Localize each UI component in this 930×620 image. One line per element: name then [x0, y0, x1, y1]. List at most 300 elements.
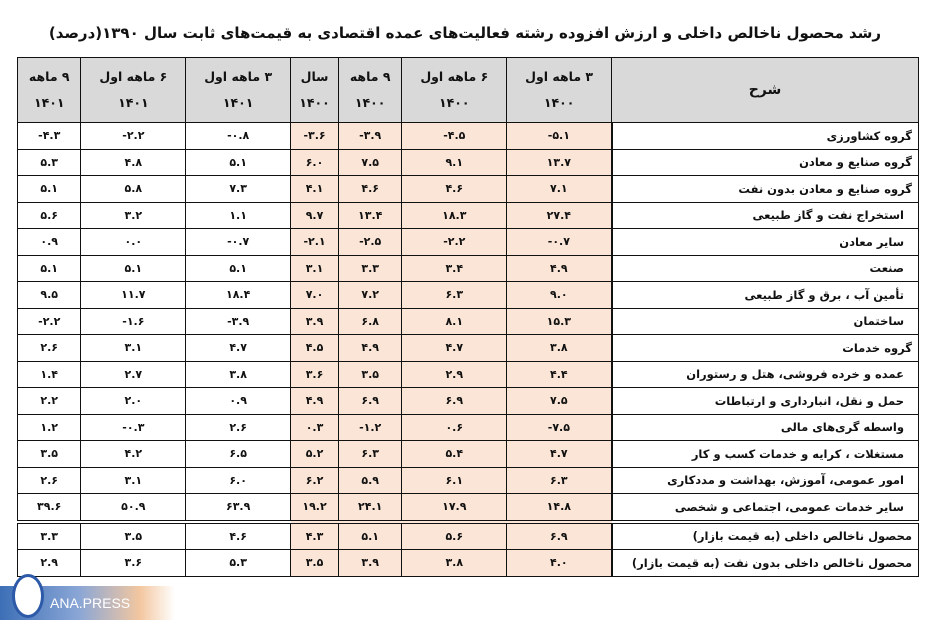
column-header-description: شرح	[612, 58, 919, 123]
cell-value: ۳.۵	[40, 447, 59, 461]
table-cell	[18, 308, 81, 335]
table-row	[18, 229, 919, 256]
row-label: واسطه گری‌های مالی	[612, 414, 919, 441]
cell-value: ۲.۶	[229, 420, 247, 434]
table-cell	[507, 467, 612, 494]
table-cell	[18, 550, 81, 577]
row-label: صنعت	[612, 255, 919, 282]
table-cell	[402, 441, 507, 468]
cell-value: ۳.۱	[124, 473, 143, 487]
table-row	[18, 361, 919, 388]
cell-value: ۱۴.۸	[546, 500, 571, 514]
table-cell	[186, 176, 291, 203]
table-cell	[18, 255, 81, 282]
cell-value: ۳۹.۶	[37, 500, 62, 514]
table-cell	[186, 123, 291, 150]
table-cell	[18, 494, 81, 522]
column-header	[81, 58, 186, 123]
cell-value: ۹.۰	[550, 288, 568, 302]
cell-value: ۵.۲	[305, 447, 324, 461]
row-label: محصول ناخالص داخلی (به قیمت بازار)	[612, 522, 919, 550]
table-cell	[186, 550, 291, 577]
cell-value: ۲.۲	[40, 394, 59, 408]
table-cell	[81, 522, 186, 550]
cell-value: ۴.۲	[124, 447, 143, 461]
table-cell	[339, 388, 402, 415]
cell-value: ۵.۶	[40, 208, 59, 222]
table-row	[18, 522, 919, 550]
table-row	[18, 282, 919, 309]
table-cell	[339, 255, 402, 282]
table-cell	[81, 282, 186, 309]
table-cell	[291, 522, 339, 550]
cell-value: ۴.۵	[305, 341, 324, 355]
table-cell	[402, 467, 507, 494]
cell-value: ۶.۹	[361, 394, 379, 408]
table-cell	[291, 467, 339, 494]
cell-value: ۴.۴	[550, 367, 568, 381]
table-cell	[18, 467, 81, 494]
table-cell	[507, 335, 612, 362]
table-cell	[507, 123, 612, 150]
table-cell	[339, 202, 402, 229]
cell-value: ۷.۲	[361, 288, 379, 302]
cell-value: ۶.۵	[229, 447, 247, 461]
cell-value: ۴.۹	[305, 394, 324, 408]
cell-value: -۰.۳	[122, 420, 145, 434]
table-cell	[186, 388, 291, 415]
table-cell	[339, 229, 402, 256]
table-cell	[186, 335, 291, 362]
column-header-year: ۱۴۰۱	[118, 95, 149, 110]
column-header-period: ۹ ماهه	[349, 69, 391, 84]
table-cell	[507, 388, 612, 415]
cell-value: ۳.۲	[124, 208, 143, 222]
table-cell	[81, 123, 186, 150]
row-label: مستغلات ، کرایه و خدمات کسب و کار	[612, 441, 919, 468]
table-cell	[507, 176, 612, 203]
cell-value: ۱۹.۲	[302, 500, 327, 514]
column-header	[18, 58, 81, 123]
cell-value: ۵.۱	[40, 261, 59, 275]
table-cell	[81, 149, 186, 176]
cell-value: ۳.۸	[229, 367, 247, 381]
table-row	[18, 414, 919, 441]
table-cell	[18, 149, 81, 176]
cell-value: ۷.۰	[305, 288, 324, 302]
cell-value: ۰.۰	[124, 235, 143, 249]
table-cell	[291, 550, 339, 577]
cell-value: ۴.۹	[361, 341, 379, 355]
table-cell	[291, 149, 339, 176]
cell-value: ۴.۶	[361, 182, 379, 196]
cell-value: ۱.۴	[40, 367, 59, 381]
cell-value: ۶.۲	[305, 473, 324, 487]
cell-value: ۱۳.۷	[546, 155, 571, 169]
row-label: امور عمومی، آموزش، بهداشت و مددکاری	[612, 467, 919, 494]
cell-value: ۰.۳	[305, 420, 324, 434]
cell-value: ۸.۱	[445, 314, 464, 328]
table-cell	[81, 176, 186, 203]
cell-value: -۴.۵	[443, 129, 466, 143]
table-cell	[339, 361, 402, 388]
cell-value: ۵.۴	[445, 447, 464, 461]
table-row	[18, 308, 919, 335]
table-cell	[339, 308, 402, 335]
cell-value: ۲.۶	[40, 341, 59, 355]
ana-logo-icon	[12, 574, 44, 618]
cell-value: ۴.۷	[445, 341, 464, 355]
cell-value: ۳.۹	[361, 556, 379, 570]
cell-value: -۲.۱	[303, 235, 326, 249]
cell-value: ۶.۸	[361, 314, 379, 328]
cell-value: ۷.۳	[229, 182, 247, 196]
row-label: ساختمان	[612, 308, 919, 335]
cell-value: ۵.۹	[361, 473, 379, 487]
table-cell	[81, 388, 186, 415]
table-row	[18, 149, 919, 176]
cell-value: ۴.۳	[305, 529, 324, 543]
cell-value: ۳.۶	[124, 556, 143, 570]
table-cell	[507, 202, 612, 229]
table-row	[18, 441, 919, 468]
gdp-growth-table	[17, 57, 919, 577]
column-header-period: ۳ ماهه اول	[204, 69, 273, 84]
table-cell	[339, 522, 402, 550]
cell-value: -۲.۵	[359, 235, 382, 249]
table-cell	[507, 255, 612, 282]
table-cell	[402, 522, 507, 550]
table-cell	[402, 335, 507, 362]
cell-value: ۶.۳	[445, 288, 464, 302]
cell-value: ۴.۷	[550, 447, 568, 461]
table-cell	[402, 149, 507, 176]
cell-value: ۵.۶	[445, 529, 464, 543]
table-row	[18, 467, 919, 494]
cell-value: ۴.۶	[229, 529, 247, 543]
table-cell	[18, 176, 81, 203]
cell-value: ۴.۱	[305, 182, 324, 196]
table-cell	[402, 255, 507, 282]
table-cell	[291, 308, 339, 335]
table-cell	[507, 494, 612, 522]
row-label: گروه صنایع و معادن بدون نفت	[612, 176, 919, 203]
cell-value: -۲.۲	[38, 314, 61, 328]
cell-value: ۳.۵	[305, 556, 324, 570]
cell-value: ۴.۹	[550, 261, 568, 275]
row-label: سایر خدمات عمومی، اجتماعی و شخصی	[612, 494, 919, 522]
cell-value: ۹.۷	[305, 208, 324, 222]
cell-value: -۴.۳	[38, 129, 61, 143]
column-header	[291, 58, 339, 123]
cell-value: ۱.۱	[229, 208, 247, 222]
column-header	[186, 58, 291, 123]
table-cell	[186, 522, 291, 550]
row-label: سایر معادن	[612, 229, 919, 256]
cell-value: ۶۳.۹	[225, 500, 251, 514]
table-row	[18, 202, 919, 229]
table-cell	[402, 282, 507, 309]
table-cell	[291, 123, 339, 150]
cell-value: -۲.۲	[122, 129, 145, 143]
table-cell	[402, 361, 507, 388]
table-cell	[81, 255, 186, 282]
table-cell	[291, 255, 339, 282]
cell-value: ۵۰.۹	[121, 500, 146, 514]
table-cell	[186, 282, 291, 309]
table-cell	[507, 441, 612, 468]
cell-value: -۱.۲	[359, 420, 382, 434]
column-header	[402, 58, 507, 123]
cell-value: ۷.۵	[361, 155, 379, 169]
row-label: عمده و خرده فروشی، هتل و رستوران	[612, 361, 919, 388]
cell-value: ۰.۹	[229, 394, 247, 408]
table-cell	[18, 414, 81, 441]
table-cell	[291, 202, 339, 229]
cell-value: ۲.۰	[124, 394, 143, 408]
table-row	[18, 335, 919, 362]
cell-value: -۰.۷	[547, 235, 570, 249]
header-row	[18, 58, 919, 123]
cell-value: ۶.۱	[445, 473, 464, 487]
table-cell	[339, 414, 402, 441]
cell-value: ۹.۱	[445, 155, 464, 169]
table-cell	[291, 494, 339, 522]
cell-value: ۰.۹	[40, 235, 59, 249]
table-cell	[186, 255, 291, 282]
cell-value: ۳.۱	[124, 341, 143, 355]
cell-value: ۱۸.۳	[442, 208, 467, 222]
table-cell	[186, 149, 291, 176]
watermark-text: ANA.PRESS	[50, 595, 131, 611]
table-cell	[81, 494, 186, 522]
column-header-year: ۱۴۰۰	[543, 95, 575, 110]
cell-value: ۳.۸	[550, 341, 568, 355]
table-cell	[186, 308, 291, 335]
cell-value: ۲۴.۱	[358, 500, 383, 514]
cell-value: ۵.۱	[40, 182, 59, 196]
table-cell	[81, 202, 186, 229]
column-header-period: ۹ ماهه	[28, 69, 70, 84]
column-header-period: ۶ ماهه اول	[420, 69, 489, 84]
cell-value: ۵.۳	[229, 556, 247, 570]
table-cell	[81, 361, 186, 388]
table-cell	[186, 441, 291, 468]
row-label: حمل و نقل، انبارداری و ارتباطات	[612, 388, 919, 415]
column-header	[507, 58, 612, 123]
cell-value: -۳.۶	[303, 129, 326, 143]
cell-value: ۳.۶	[305, 367, 324, 381]
column-header-period: سال	[300, 69, 329, 84]
cell-value: -۵.۱	[547, 129, 570, 143]
table-cell	[291, 335, 339, 362]
table-cell	[18, 522, 81, 550]
cell-value: ۶.۳	[550, 473, 568, 487]
table-cell	[186, 494, 291, 522]
cell-value: ۱۸.۴	[225, 288, 251, 302]
table-cell	[186, 202, 291, 229]
table-cell	[291, 361, 339, 388]
row-label: گروه خدمات	[612, 335, 919, 362]
row-label: تأمین آب ، برق و گاز طبیعی	[612, 282, 919, 309]
cell-value: ۳.۳	[361, 261, 379, 275]
table-row	[18, 255, 919, 282]
cell-value: ۴.۸	[124, 155, 143, 169]
table-row	[18, 123, 919, 150]
cell-value: ۳.۵	[124, 529, 143, 543]
table-cell	[507, 361, 612, 388]
table-title: رشد محصول ناخالص داخلی و ارزش افزوده رشته فعالیت‌های عمده اقتصادی به قیمت‌های ثابت سال ۱۳۹۰(درصد)	[48, 24, 882, 42]
table-cell	[186, 229, 291, 256]
table-body	[18, 123, 919, 577]
cell-value: ۱۱.۷	[121, 288, 146, 302]
table-cell	[507, 550, 612, 577]
row-label: استخراج نفت و گاز طبیعی	[612, 202, 919, 229]
table-cell	[18, 335, 81, 362]
table-cell	[402, 494, 507, 522]
cell-value: ۵.۱	[229, 155, 247, 169]
table-cell	[291, 388, 339, 415]
column-header-year: ۱۴۰۱	[33, 95, 65, 110]
table-cell	[81, 467, 186, 494]
table-cell	[291, 441, 339, 468]
table-cell	[402, 308, 507, 335]
cell-value: ۱۳.۴	[358, 208, 383, 222]
table-cell	[507, 522, 612, 550]
row-label: گروه کشاورزی	[612, 123, 919, 150]
table-cell	[507, 414, 612, 441]
table-cell	[339, 149, 402, 176]
table-cell	[507, 308, 612, 335]
table-cell	[186, 414, 291, 441]
table-cell	[507, 229, 612, 256]
column-header-year: ۱۴۰۰	[439, 95, 470, 110]
cell-value: ۴.۰	[550, 556, 568, 570]
table-cell	[339, 176, 402, 203]
cell-value: ۱۵.۳	[546, 314, 571, 328]
cell-value: ۳.۳	[40, 529, 59, 543]
cell-value: -۱.۶	[122, 314, 145, 328]
cell-value: -۳.۹	[227, 314, 250, 328]
table-cell	[402, 550, 507, 577]
cell-value: ۷.۵	[550, 394, 568, 408]
cell-value: ۷.۱	[550, 182, 568, 196]
table-cell	[402, 414, 507, 441]
table-cell	[402, 123, 507, 150]
cell-value: -۰.۷	[227, 235, 250, 249]
cell-value: ۶.۹	[445, 394, 464, 408]
table-cell	[339, 441, 402, 468]
cell-value: ۱۷.۹	[442, 500, 467, 514]
cell-value: ۵.۳	[40, 155, 59, 169]
table-cell	[291, 282, 339, 309]
table-cell	[81, 229, 186, 256]
table-cell	[291, 414, 339, 441]
table-cell	[402, 202, 507, 229]
table-row	[18, 388, 919, 415]
cell-value: ۶.۰	[305, 155, 324, 169]
table-cell	[186, 467, 291, 494]
table-cell	[339, 123, 402, 150]
table-cell	[291, 229, 339, 256]
cell-value: ۲.۹	[40, 556, 59, 570]
cell-value: ۰.۶	[445, 420, 464, 434]
table-cell	[18, 282, 81, 309]
table-cell	[81, 441, 186, 468]
table-cell	[18, 388, 81, 415]
cell-value: -۷.۵	[547, 420, 570, 434]
column-header	[339, 58, 402, 123]
cell-value: ۲.۶	[40, 473, 59, 487]
cell-value: ۳.۸	[445, 556, 464, 570]
cell-value: ۶.۰	[229, 473, 247, 487]
cell-value: -۰.۸	[227, 129, 250, 143]
cell-value: ۵.۱	[229, 261, 247, 275]
cell-value: ۱.۲	[40, 420, 59, 434]
cell-value: ۵.۱	[361, 529, 379, 543]
table-cell	[18, 441, 81, 468]
cell-value: ۵.۸	[124, 182, 143, 196]
column-header-year: ۱۴۰۱	[222, 95, 254, 110]
column-header-period: ۳ ماهه اول	[525, 69, 594, 84]
table-row	[18, 550, 919, 577]
cell-value: ۶.۳	[361, 447, 379, 461]
cell-value: ۳.۴	[445, 261, 464, 275]
column-header-year: ۱۴۰۰	[354, 95, 386, 110]
row-label: گروه صنایع و معادن	[612, 149, 919, 176]
cell-value: ۳.۹	[305, 314, 324, 328]
table-cell	[339, 335, 402, 362]
table-cell	[339, 494, 402, 522]
table-row	[18, 176, 919, 203]
table-cell	[402, 388, 507, 415]
table-cell	[339, 550, 402, 577]
table-cell	[81, 550, 186, 577]
cell-value: ۹.۵	[40, 288, 59, 302]
table-cell	[81, 414, 186, 441]
table-cell	[402, 229, 507, 256]
table-cell	[18, 123, 81, 150]
cell-value: ۳.۱	[305, 261, 324, 275]
table-cell	[186, 361, 291, 388]
cell-value: ۴.۷	[229, 341, 247, 355]
column-header-period: ۶ ماهه اول	[99, 69, 168, 84]
table-cell	[291, 176, 339, 203]
cell-value: -۳.۹	[359, 129, 382, 143]
cell-value: ۲.۷	[124, 367, 143, 381]
row-label: محصول ناخالص داخلی بدون نفت (به قیمت بازار)	[612, 550, 919, 577]
cell-value: ۲۷.۴	[546, 208, 571, 222]
ana-press-watermark	[0, 586, 175, 620]
cell-value: ۲.۹	[445, 367, 464, 381]
table-row	[18, 494, 919, 522]
cell-value: ۳.۵	[361, 367, 379, 381]
cell-value: ۴.۶	[445, 182, 464, 196]
table-cell	[507, 149, 612, 176]
table-cell	[507, 282, 612, 309]
table-cell	[81, 308, 186, 335]
table-cell	[81, 335, 186, 362]
table-cell	[18, 361, 81, 388]
table-cell	[18, 229, 81, 256]
table-cell	[339, 282, 402, 309]
cell-value: ۵.۱	[124, 261, 143, 275]
cell-value: -۲.۲	[443, 235, 466, 249]
cell-value: ۶.۹	[550, 529, 568, 543]
table-cell	[339, 467, 402, 494]
column-header-year: ۱۴۰۰	[299, 95, 330, 110]
table-cell	[402, 176, 507, 203]
